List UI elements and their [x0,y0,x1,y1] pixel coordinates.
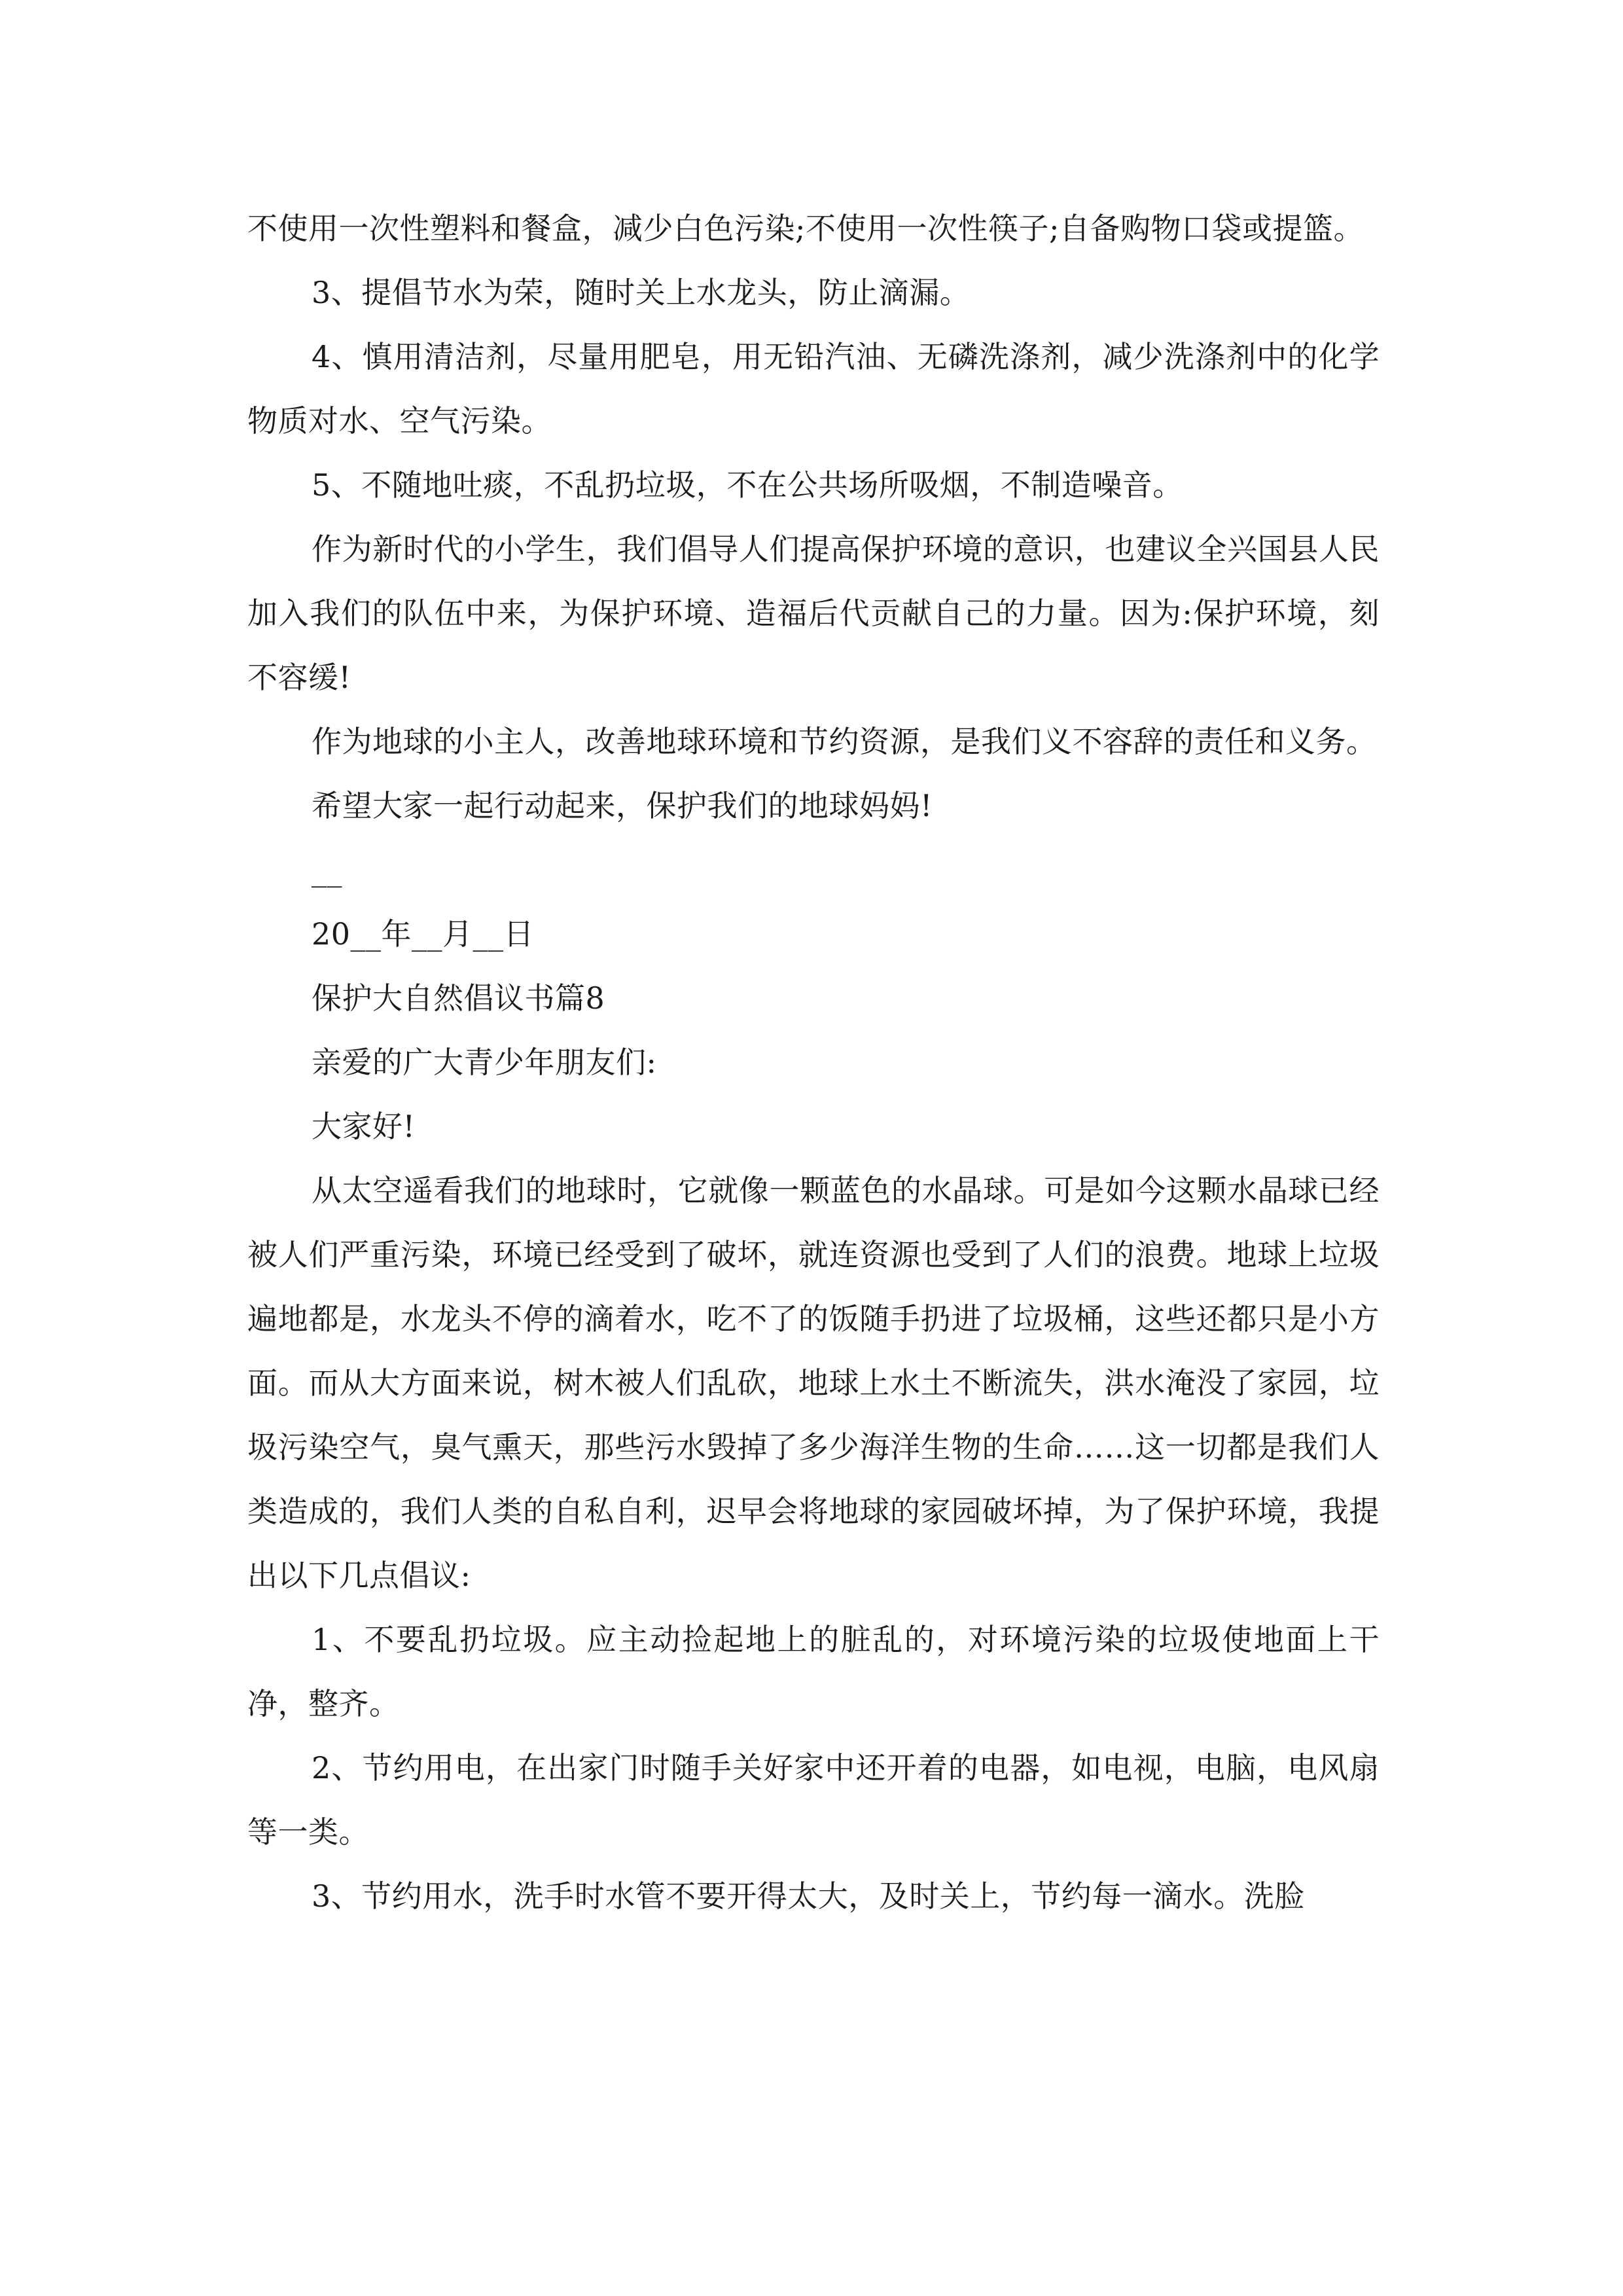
section-title: 保护大自然倡议书篇8 [312,980,605,1016]
paragraph-intro: 从太空遥看我们的地球时，它就像一颗蓝色的水晶球。可是如今这颗水晶球已经被人们严重污染，环境已经受到了破坏，就连资源也受到了人们的浪费。地球上垃圾遍地都是，水龙头不停的滴着水，吃不了的饭随手扔进了垃圾桶，这些还都只是小方面。而从大方面来说，树木被人们乱砍，地球上水土不断流失，洪水淹没了家园，垃圾污染空气，臭气熏天，那些污水毁掉了多少海洋生物的生命……这一切都是我们人类造成的，我们人类的自私自利，迟早会将地球的家园破坏掉，为了保护环境，我提出以下几点倡议: [247,1173,1380,1593]
paragraph-appeal: 作为新时代的小学生，我们倡导人们提高保护环境的意识，也建议全兴国县人民加入我们的队伍中来，为保护环境、造福后代贡献自己的力量。因为:保护环境，刻不容缓! [247,531,1380,695]
paragraph-proposal-1: 1、不要乱扔垃圾。应主动捡起地上的脏乱的，对环境污染的垃圾使地面上干净，整齐。 [247,1622,1380,1721]
paragraph-responsibility: 作为地球的小主人，改善地球环境和节约资源，是我们义不容辞的责任和义务。 [312,724,1377,759]
paragraph-item-5: 5、不随地吐痰，不乱扔垃圾，不在公共场所吸烟，不制造噪音。 [312,467,1183,503]
greeting: 大家好! [312,1109,416,1144]
date-line: 20__年__月__日 [312,916,535,952]
paragraph-item-4: 4、慎用清洁剂，尽量用肥皂，用无铅汽油、无磷洗涤剂，减少洗涤剂中的化学物质对水、空气污染。 [247,339,1380,439]
paragraph-proposal-3: 3、节约用水，洗手时水管不要开得太大，及时关上，节约每一滴水。洗脸 [312,1878,1305,1914]
salutation: 亲爱的广大青少年朋友们: [312,1045,657,1080]
signature-line: __ [312,852,342,888]
paragraph-proposal-2: 2、节约用电，在出家门时随手关好家中还开着的电器，如电视，电脑，电风扇等一类。 [247,1750,1380,1850]
paragraph-closing: 希望大家一起行动起来，保护我们的地球妈妈! [312,788,933,823]
paragraph-continued: 不使用一次性塑料和餐盒，减少白色污染;不使用一次性筷子;自备购物口袋或提篮。 [247,211,1364,246]
document-body [247,196,1380,1928]
paragraph-item-3: 3、提倡节水为荣，随时关上水龙头，防止滴漏。 [312,275,971,310]
